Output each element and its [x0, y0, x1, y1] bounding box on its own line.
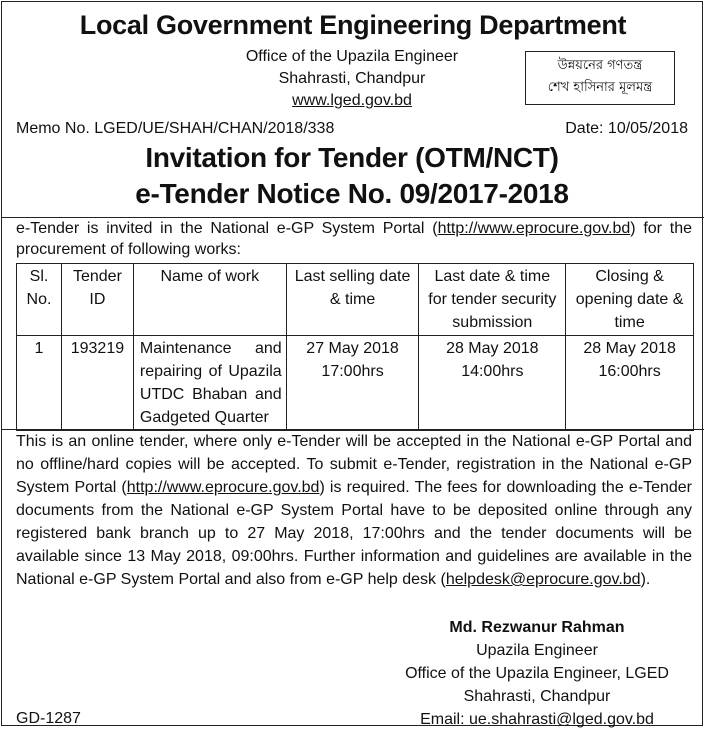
slogan-box	[525, 51, 675, 105]
intro-paragraph: e-Tender is invited in the National e-GP System Portal (http://www.eprocure.gov.bd) for the procurement of following works:	[16, 220, 692, 258]
cell-sl: 1	[17, 336, 62, 431]
cell-work: Maintenance and repairing of Upazila UTDC Bhaban and Gadgeted Quarter	[133, 336, 286, 431]
signatory-office: Office of the Upazila Engineer, LGED	[405, 665, 669, 682]
tender-notice	[1, 1, 703, 726]
department-title: Local Government Engineering Department	[79, 10, 627, 40]
header-sl: Sl. No.	[17, 264, 62, 336]
memo-date: Date: 10/05/2018	[565, 120, 688, 137]
slogan-line1: উন্নয়নের গণতন্ত্র	[557, 58, 643, 73]
cell-tender-id: 193219	[61, 336, 133, 431]
signatory-designation: Upazila Engineer	[476, 642, 598, 659]
header-tender-id: Tender ID	[61, 264, 133, 336]
signature-block	[392, 616, 682, 731]
instructions-paragraph: This is an online tender, where only e-Tender will be accepted in the National e-GP Portal and no offline/hard copies will be accepted. To submit e-Tender, registration in the National e-GP System Portal (http://www.eprocure.gov.bd) is required. The fees for downloading the e-Tender documents from the National e-GP System Portal have to be deposited online through any registered bank branch up to 27 May 2018, 17:00hrs and the tender documents will be available since 13 May 2018, 09:00hrs. Further information and guidelines are available in the National e-GP System Portal and also from e-GP help desk (helpdesk@eprocure.gov.bd).	[16, 433, 693, 588]
tender-table	[16, 263, 694, 431]
table-row	[17, 336, 694, 431]
signatory-email[interactable]: Email: ue.shahrasti@lged.gov.bd	[420, 711, 654, 728]
signatory-location: Shahrasti, Chandpur	[463, 688, 611, 705]
office-name: Office of the Upazila Engineer	[245, 48, 459, 65]
gd-code: GD-1287	[16, 710, 81, 727]
eprocure-link[interactable]: http://www.eprocure.gov.bd	[126, 479, 320, 496]
cell-security: 28 May 2018 14:00hrs	[419, 336, 566, 431]
eprocure-link[interactable]: http://www.eprocure.gov.bd	[437, 220, 631, 237]
header-closing: Closing & opening date & time	[566, 264, 694, 336]
slogan-line2: শেখ হাসিনার মূলমন্ত্র	[547, 80, 653, 95]
helpdesk-email-link[interactable]: helpdesk@eprocure.gov.bd	[445, 571, 641, 588]
table-header-row	[17, 264, 694, 336]
notice-number: e-Tender Notice No. 09/2017-2018	[135, 178, 569, 209]
header-work: Name of work	[133, 264, 286, 336]
website-link[interactable]: www.lged.gov.bd	[292, 92, 412, 109]
signatory-name: Md. Rezwanur Rahman	[449, 619, 625, 636]
memo-number: Memo No. LGED/UE/SHAH/CHAN/2018/338	[16, 120, 335, 137]
notice-title: Invitation for Tender (OTM/NCT)	[145, 142, 559, 173]
cell-selling: 27 May 2018 17:00hrs	[286, 336, 419, 431]
header-selling: Last selling date & time	[286, 264, 419, 336]
cell-closing: 28 May 2018 16:00hrs	[566, 336, 694, 431]
header-security: Last date & time for tender security submission	[419, 264, 566, 336]
office-location: Shahrasti, Chandpur	[278, 70, 426, 87]
